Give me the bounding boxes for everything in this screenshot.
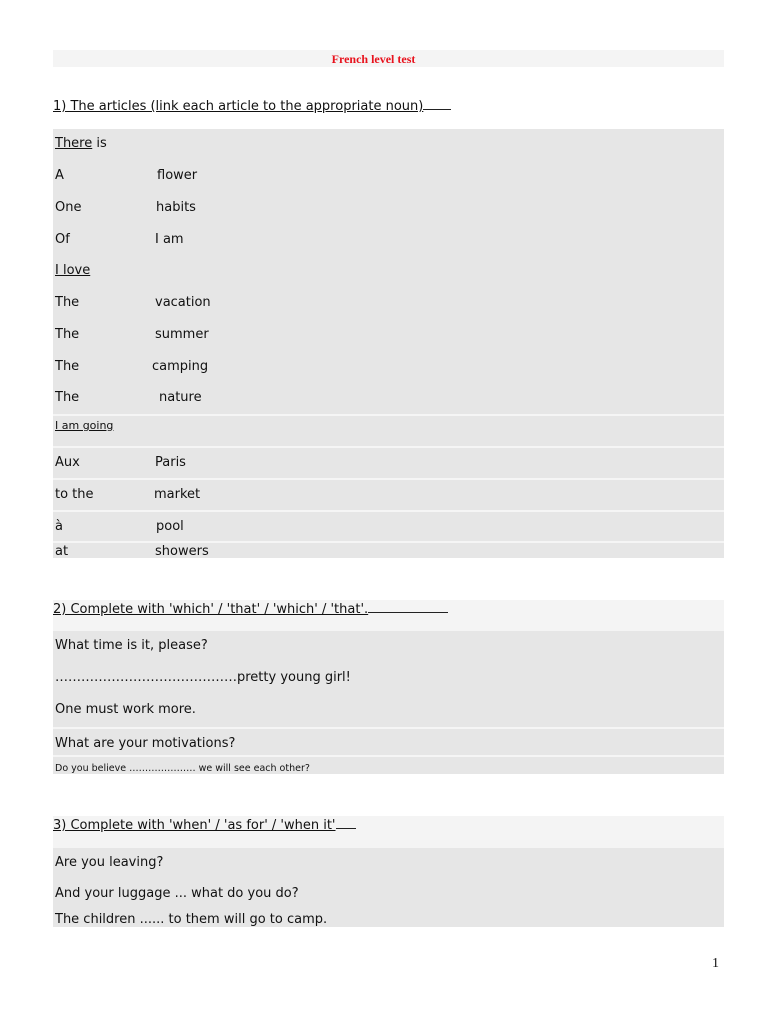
exercise-text: What time is it, please? xyxy=(55,638,208,653)
section-2-header-text: 2) Complete with 'which' / 'that' / 'which' / 'that'. xyxy=(53,602,369,617)
noun: market xyxy=(154,487,201,502)
page-title: French level test xyxy=(331,52,416,66)
article-noun-row xyxy=(53,352,724,381)
article: One xyxy=(55,200,82,215)
answer-blank xyxy=(423,97,451,110)
noun: vacation xyxy=(155,295,211,310)
article-noun-row xyxy=(53,478,724,509)
article-noun-row xyxy=(53,225,724,254)
article: A xyxy=(55,168,64,183)
answer-blank xyxy=(368,600,448,613)
noun: Paris xyxy=(155,455,186,470)
group-heading-there-is xyxy=(53,129,724,158)
exercise-text: Do you believe ………………… we will see each other? xyxy=(55,763,310,774)
group-heading-underlined: There xyxy=(55,136,93,151)
noun: summer xyxy=(155,327,209,342)
exercise-line xyxy=(53,663,724,692)
article-noun-row xyxy=(53,510,724,541)
article-noun-row xyxy=(53,541,724,560)
article-noun-row xyxy=(53,446,724,477)
section-3-header xyxy=(53,816,356,834)
article: The xyxy=(55,295,80,310)
article-noun-row xyxy=(53,193,724,222)
article: Of xyxy=(55,232,70,247)
article-noun-row xyxy=(53,320,724,349)
exercise-line xyxy=(53,755,724,776)
noun: nature xyxy=(159,390,202,405)
exercise-text: Are you leaving? xyxy=(55,855,164,870)
group-heading-rest: is xyxy=(92,136,107,151)
exercise-line xyxy=(53,631,724,660)
exercise-line xyxy=(53,848,724,877)
exercise-text: What are your motivations? xyxy=(55,736,236,751)
article: Aux xyxy=(55,455,80,470)
group-heading-underlined: I am going xyxy=(55,419,114,432)
article: The xyxy=(55,359,80,374)
noun: pool xyxy=(156,519,184,534)
exercise-line xyxy=(53,695,724,724)
group-heading-i-am-going xyxy=(53,414,724,445)
section-2-header xyxy=(53,600,448,618)
section-1-header xyxy=(53,97,451,115)
exercise-line xyxy=(53,911,724,927)
article: The xyxy=(55,327,80,342)
section-3-header-text: 3) Complete with 'when' / 'as for' / 'when it' xyxy=(53,818,336,833)
noun: camping xyxy=(152,359,209,374)
article: to the xyxy=(55,487,94,502)
noun: I am xyxy=(155,232,184,247)
page-number: 1 xyxy=(712,956,719,971)
group-heading-underlined: I love xyxy=(55,263,91,278)
section-1-header-text: 1) The articles (link each article to the appropriate noun) xyxy=(53,99,424,114)
answer-blank xyxy=(336,816,356,829)
exercise-line xyxy=(53,727,724,758)
article-noun-row xyxy=(53,383,724,412)
exercise-text: The children ...... to them will go to camp. xyxy=(55,912,328,927)
noun: flower xyxy=(157,168,198,183)
article-noun-row xyxy=(53,161,724,190)
article: at xyxy=(55,544,69,559)
group-heading-i-love xyxy=(53,256,724,285)
exercise-text: And your luggage ... what do you do? xyxy=(55,886,299,901)
noun: showers xyxy=(155,544,209,559)
article: à xyxy=(55,519,63,534)
exercise-text: ……………………………………pretty young girl! xyxy=(55,670,351,685)
article-noun-row xyxy=(53,288,724,317)
exercise-line xyxy=(53,879,724,908)
noun: habits xyxy=(156,200,196,215)
article: The xyxy=(55,390,80,405)
exercise-text: One must work more. xyxy=(55,702,196,717)
title-band xyxy=(53,50,724,67)
